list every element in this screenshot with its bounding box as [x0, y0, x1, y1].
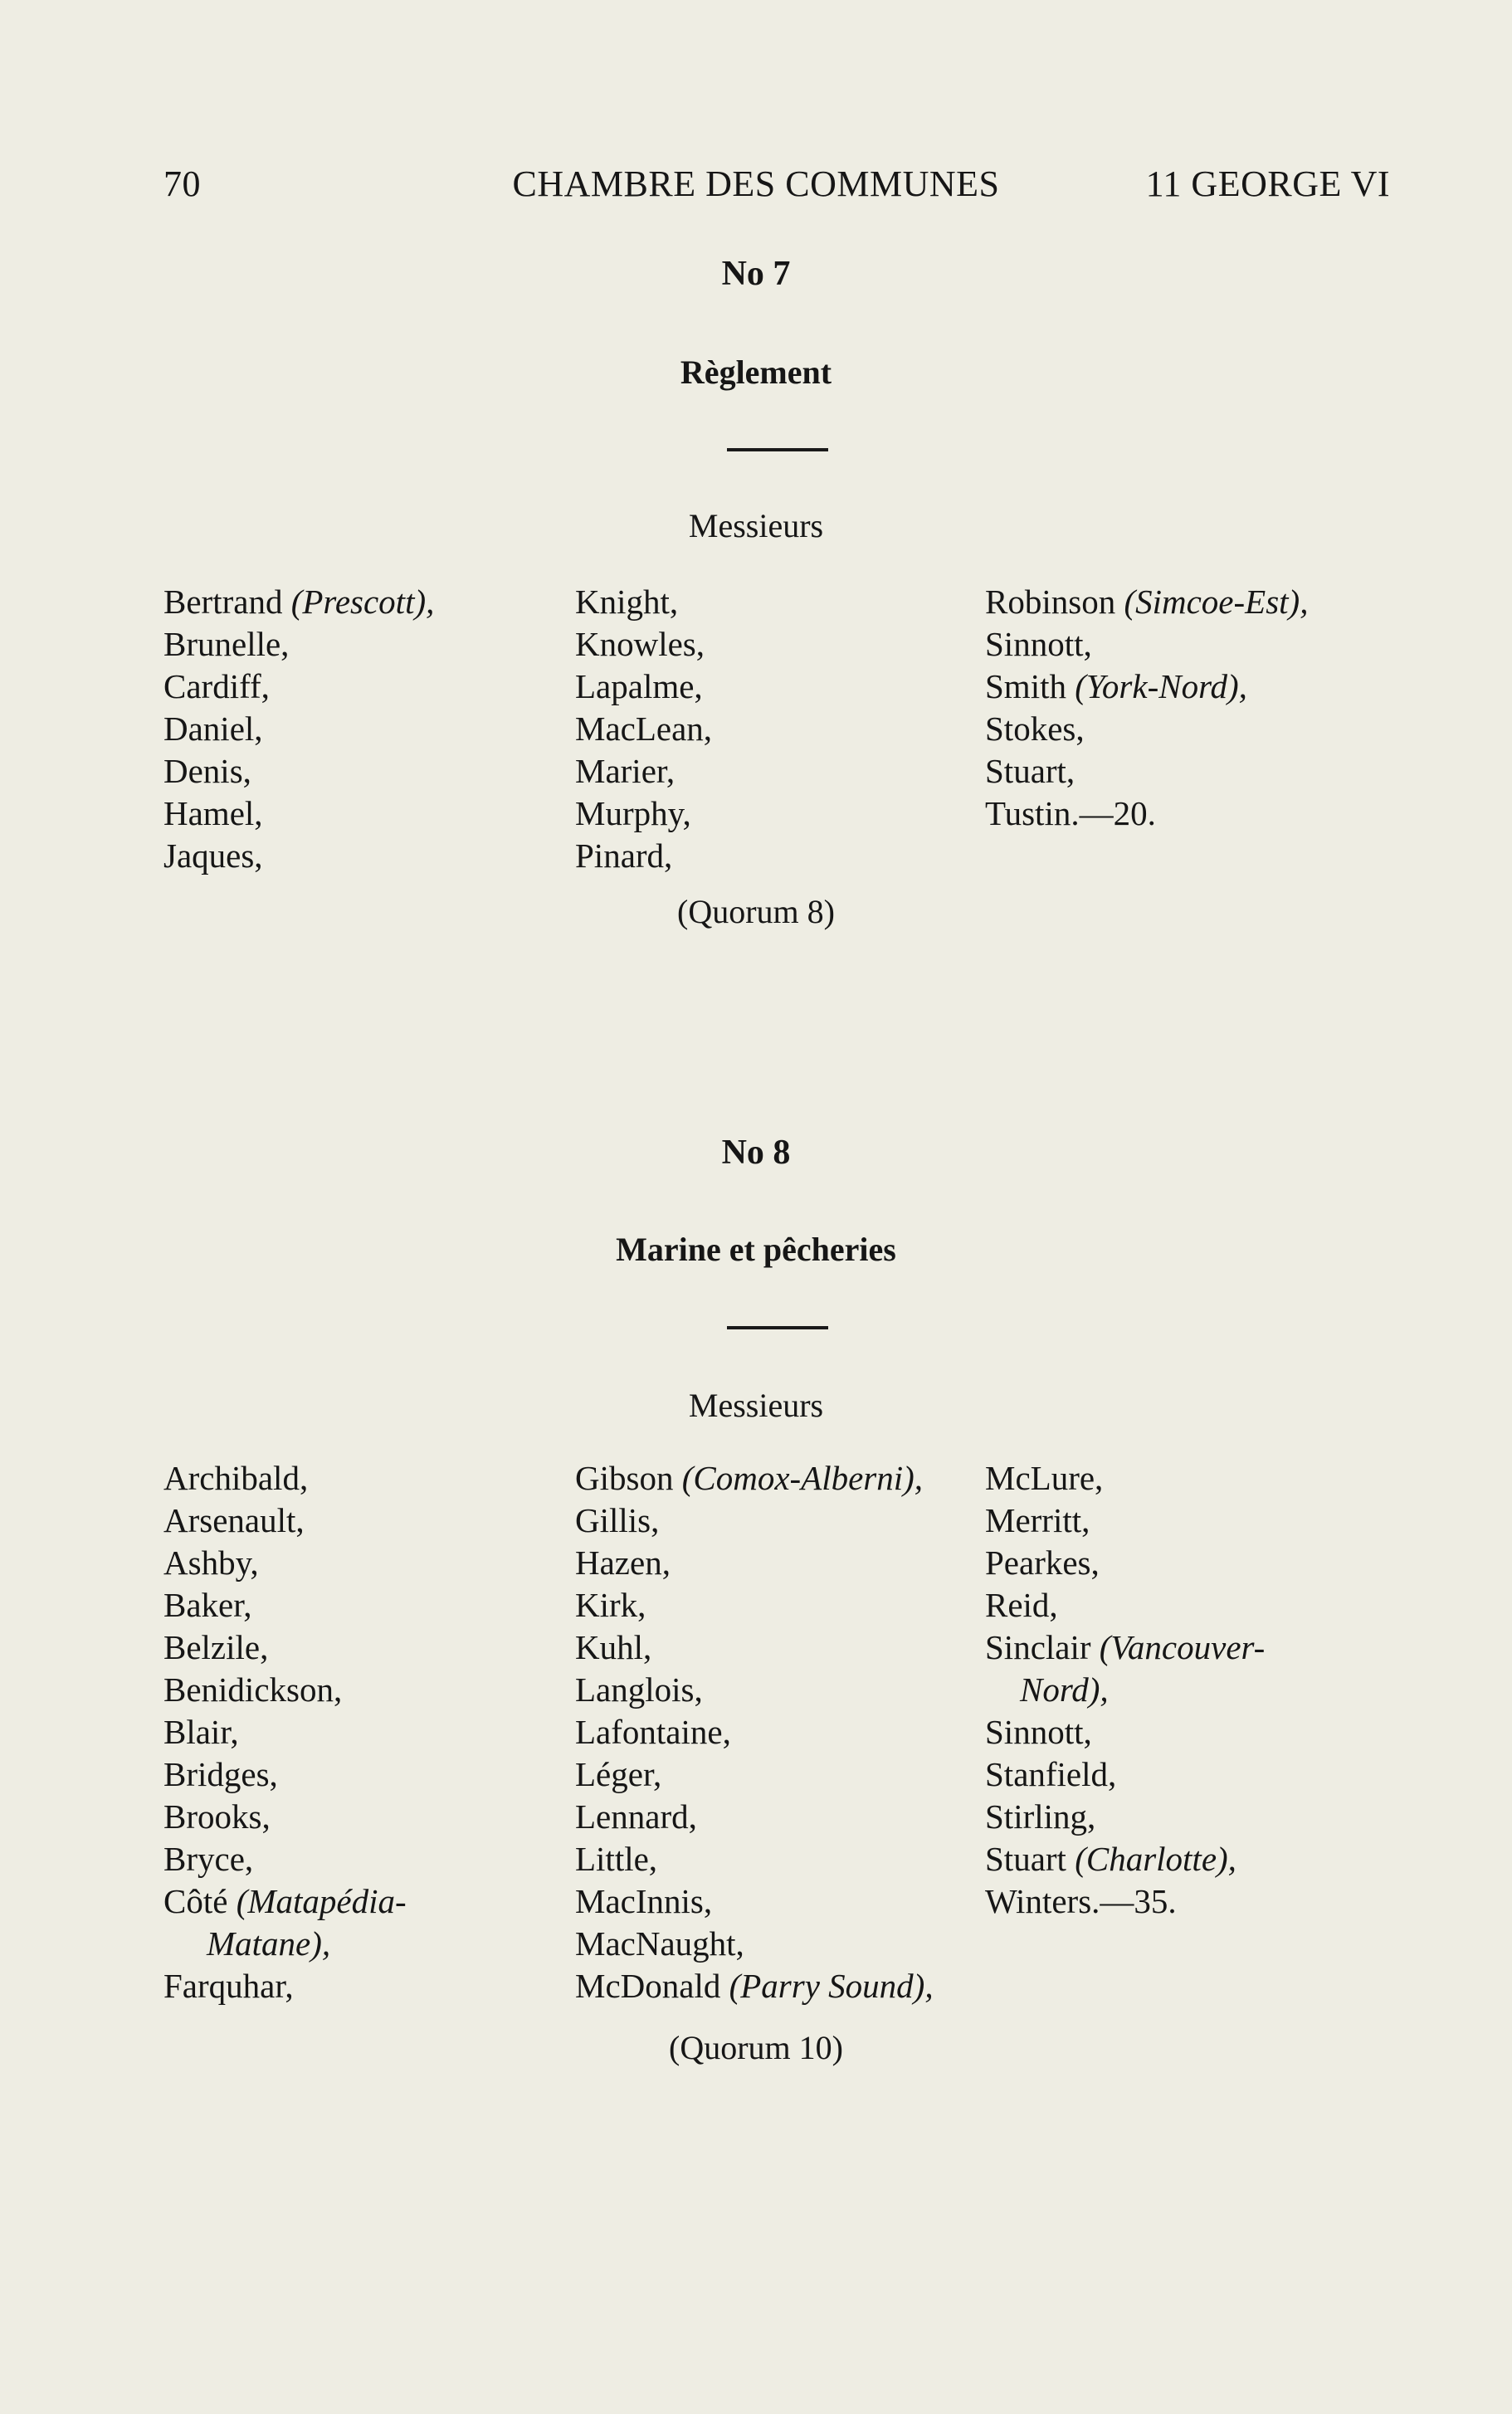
member: MacLean,	[575, 710, 713, 748]
committee-7-column-3	[985, 581, 1308, 835]
member: Winters.—35.	[985, 1882, 1177, 1920]
committee-7-messieurs: Messieurs	[688, 507, 824, 544]
member: Stanfield,	[985, 1755, 1117, 1793]
committee-7-column-1	[163, 581, 434, 877]
section-rule	[727, 1326, 828, 1329]
member-continuation: Matane),	[207, 1924, 331, 1963]
member: Cardiff,	[163, 667, 270, 705]
committee-7-quorum: (Quorum 8)	[677, 893, 835, 930]
member: McDonald (Parry Sound),	[575, 1967, 934, 2005]
member: Bryce,	[163, 1840, 254, 1878]
member: Kuhl,	[575, 1628, 652, 1666]
committee-8-column-1	[163, 1457, 407, 2007]
member: Hazen,	[575, 1543, 671, 1582]
member: Brunelle,	[163, 625, 290, 663]
running-date: 11 GEORGE VI	[1145, 163, 1390, 204]
member: Pearkes,	[985, 1543, 1100, 1582]
page-number: 70	[163, 163, 201, 204]
member: Sinnott,	[985, 1713, 1092, 1751]
member: Bridges,	[163, 1755, 278, 1793]
member: Pinard,	[575, 836, 673, 875]
member: Knowles,	[575, 625, 705, 663]
member: Ashby,	[163, 1543, 259, 1582]
member: McLure,	[985, 1459, 1104, 1497]
member: Daniel,	[163, 710, 263, 748]
committee-8-quorum: (Quorum 10)	[669, 2029, 843, 2066]
member: Sinnott,	[985, 625, 1092, 663]
member: Léger,	[575, 1755, 662, 1793]
member: Hamel,	[163, 794, 263, 832]
member: Knight,	[575, 583, 679, 621]
committee-8-messieurs: Messieurs	[688, 1387, 824, 1424]
member: Lennard,	[575, 1797, 697, 1836]
member: Baker,	[163, 1586, 252, 1624]
member: Marier,	[575, 752, 676, 790]
member: Bertrand (Prescott),	[163, 583, 435, 621]
member: Stuart,	[985, 752, 1075, 790]
running-title: CHAMBRE DES COMMUNES	[512, 163, 1000, 204]
member: Farquhar,	[163, 1967, 294, 2005]
member: Robinson (Simcoe-Est),	[985, 583, 1309, 621]
member: Lafontaine,	[575, 1713, 731, 1751]
member: Gillis,	[575, 1501, 660, 1539]
member: Stirling,	[985, 1797, 1096, 1836]
committee-8-number: No 8	[721, 1134, 791, 1172]
member: Stuart (Charlotte),	[985, 1840, 1236, 1878]
member: Langlois,	[575, 1670, 703, 1709]
member: Gibson (Comox-Alberni),	[575, 1459, 924, 1497]
member: Stokes,	[985, 710, 1085, 748]
member: MacInnis,	[575, 1882, 713, 1920]
committee-7-title: Règlement	[680, 354, 832, 391]
member: Arsenault,	[163, 1501, 305, 1539]
member: Murphy,	[575, 794, 691, 832]
member: Tustin.—20.	[985, 794, 1156, 832]
section-rule	[727, 448, 828, 451]
member: Sinclair (Vancouver-	[985, 1628, 1266, 1666]
member: Kirk,	[575, 1586, 646, 1624]
member: Benidickson,	[163, 1670, 343, 1709]
member: Lapalme,	[575, 667, 703, 705]
member: Merritt,	[985, 1501, 1090, 1539]
member-continuation: Nord),	[1020, 1670, 1109, 1709]
committee-8-column-3	[985, 1457, 1265, 1923]
member: Jaques,	[163, 836, 263, 875]
member: Little,	[575, 1840, 658, 1878]
member: Archibald,	[163, 1459, 309, 1497]
member: Brooks,	[163, 1797, 271, 1836]
member: Denis,	[163, 752, 251, 790]
committee-7-column-2	[575, 581, 712, 877]
member: Blair,	[163, 1713, 239, 1751]
member: Côté (Matapédia-	[163, 1882, 407, 1920]
committee-7-number: No 7	[721, 255, 791, 293]
committee-8-column-2	[575, 1457, 934, 2007]
member: Reid,	[985, 1586, 1058, 1624]
committee-8-title: Marine et pêcheries	[616, 1231, 896, 1268]
member: Belzile,	[163, 1628, 269, 1666]
member: MacNaught,	[575, 1924, 744, 1963]
member: Smith (York-Nord),	[985, 667, 1247, 705]
